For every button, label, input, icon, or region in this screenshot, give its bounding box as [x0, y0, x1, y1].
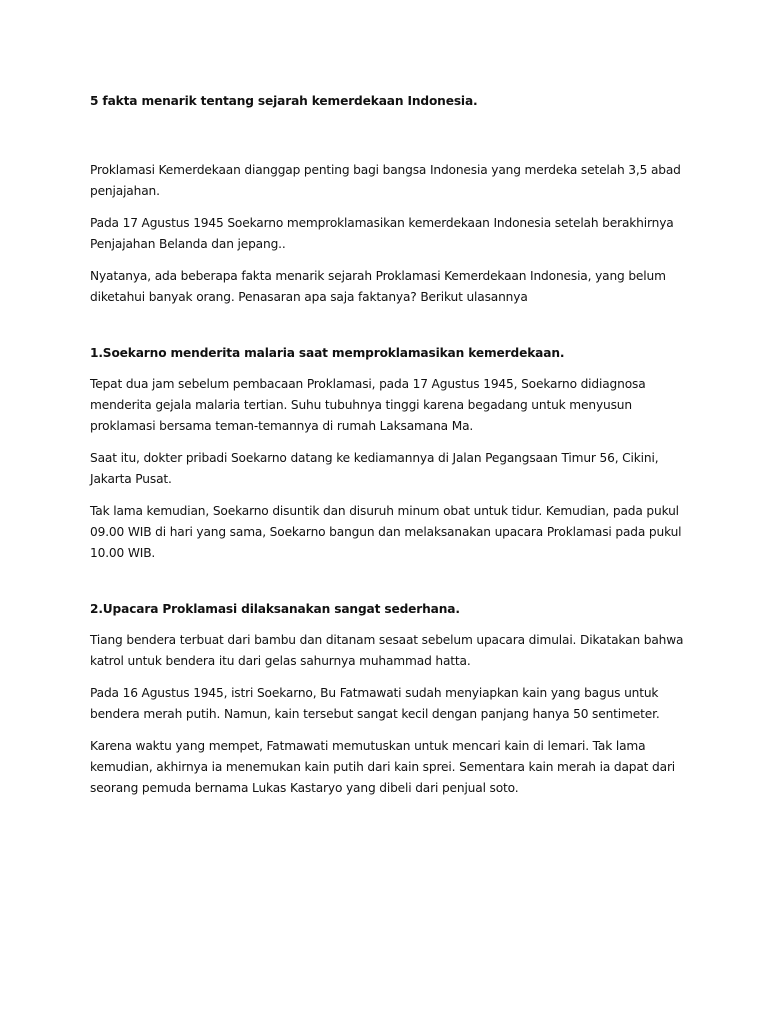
section-2-heading: 2.Upacara Proklamasi dilaksanakan sangat sederhana.: [90, 602, 460, 616]
spacer: [90, 437, 690, 448]
spacer: [90, 672, 690, 683]
document-title: 5 fakta menarik tentang sejarah kemerdekaan Indonesia.: [90, 94, 478, 108]
spacer: [90, 112, 690, 160]
spacer: [90, 364, 690, 374]
document-body: [90, 91, 690, 799]
intro-paragraph-2: Pada 17 Agustus 1945 Soekarno memproklamasikan kemerdekaan Indonesia setelah berakhirnya Penjajahan Belanda dan jepang..: [90, 216, 674, 251]
spacer: [90, 255, 690, 266]
section-2-paragraph-3: Karena waktu yang mempet, Fatmawati memutuskan untuk mencari kain di lemari. Tak lama kemudian, akhirnya ia menemukan kain putih dari kain sprei. Sementara kain merah ia dapat dari seorang pemuda bernama Lukas Kastaryo yang dibeli dari penjual soto.: [90, 739, 676, 795]
spacer: [90, 620, 690, 630]
section-1-paragraph-2: Saat itu, dokter pribadi Soekarno datang ke kediamannya di Jalan Pegangsaan Timur 56, Cikini, Jakarta Pusat.: [90, 451, 659, 486]
intro-paragraph-1: Proklamasi Kemerdekaan dianggap penting bagi bangsa Indonesia yang merdeka setelah 3,5 abad penjajahan.: [90, 163, 681, 198]
spacer: [90, 202, 690, 213]
spacer: [90, 490, 690, 501]
spacer: [90, 564, 690, 599]
spacer: [90, 308, 690, 343]
section-2-paragraph-2: Pada 16 Agustus 1945, istri Soekarno, Bu Fatmawati sudah menyiapkan kain yang bagus untuk bendera merah putih. Namun, kain tersebut sangat kecil dengan panjang hanya 50 sentimeter.: [90, 686, 660, 721]
section-2-paragraph-1: Tiang bendera terbuat dari bambu dan ditanam sesaat sebelum upacara dimulai. Dikatakan bahwa katrol untuk bendera itu dari gelas sahurnya muhammad hatta.: [90, 633, 684, 668]
spacer: [90, 725, 690, 736]
intro-paragraph-3: Nyatanya, ada beberapa fakta menarik sejarah Proklamasi Kemerdekaan Indonesia, yang belum diketahui banyak orang. Penasaran apa saja faktanya? Berikut ulasannya: [90, 269, 666, 304]
section-1-heading: 1.Soekarno menderita malaria saat memproklamasikan kemerdekaan.: [90, 346, 565, 360]
section-1-paragraph-1: Tepat dua jam sebelum pembacaan Proklamasi, pada 17 Agustus 1945, Soekarno didiagnosa menderita gejala malaria tertian. Suhu tubuhnya tinggi karena begadang untuk menyusun proklamasi bersama teman-temannya di rumah Laksamana Ma.: [90, 377, 646, 433]
section-1-paragraph-3: Tak lama kemudian, Soekarno disuntik dan disuruh minum obat untuk tidur. Kemudian, pada pukul 09.00 WIB di hari yang sama, Soekarno bangun dan melaksanakan upacara Proklamasi pada pukul 10.00 WIB.: [90, 504, 682, 560]
